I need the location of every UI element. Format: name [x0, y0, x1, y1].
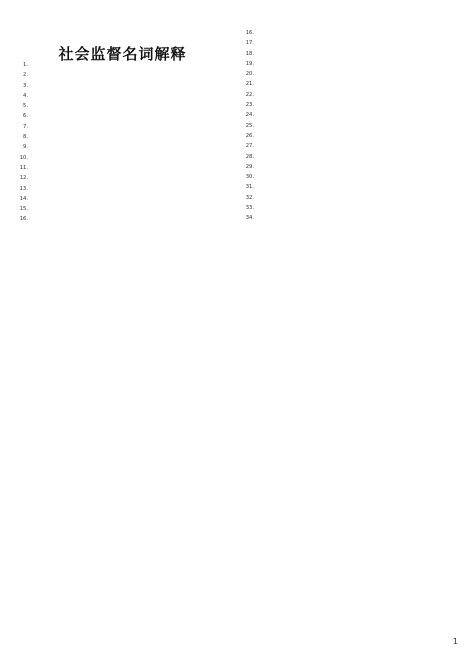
list-item [14, 175, 226, 182]
item-number: 30. [245, 174, 254, 181]
item-number: 26. [245, 132, 254, 139]
page-title: 社会监督名词解释 [58, 45, 187, 63]
item-number: 2. [23, 72, 28, 79]
item-number: 14. [19, 195, 28, 202]
list-item [14, 206, 226, 213]
list-item [240, 154, 458, 161]
list-item [14, 113, 226, 120]
item-number: 33. [245, 205, 254, 212]
item-number: 10. [19, 154, 28, 161]
item-number: 28. [245, 153, 254, 160]
list-item [14, 155, 226, 162]
list-item [14, 93, 226, 100]
list-item [14, 165, 226, 172]
list-item [240, 102, 458, 109]
item-number: 24. [245, 112, 254, 119]
right-column [240, 30, 458, 636]
list-item [14, 216, 226, 223]
list-item [240, 215, 458, 222]
list-item [14, 144, 226, 151]
list-item [240, 61, 458, 68]
item-number: 7. [23, 123, 28, 130]
list-item [240, 81, 458, 88]
item-number: 15. [19, 206, 28, 213]
item-number: 17. [245, 40, 254, 47]
list-item [240, 51, 458, 58]
list-item [14, 72, 226, 79]
list-item [14, 103, 226, 110]
list-item [240, 174, 458, 181]
item-number: 32. [245, 194, 254, 201]
list-item [14, 83, 226, 90]
item-number: 8. [23, 134, 28, 141]
item-number: 29. [245, 163, 254, 170]
list-item [14, 62, 226, 69]
left-column [14, 62, 226, 636]
list-item [240, 92, 458, 99]
item-number: 4. [23, 92, 28, 99]
list-item [240, 30, 458, 37]
item-number: 34. [245, 215, 254, 222]
list-item [240, 40, 458, 47]
item-number: 13. [19, 185, 28, 192]
list-item [14, 186, 226, 193]
list-item [240, 195, 458, 202]
item-number: 23. [245, 102, 254, 109]
item-number: 27. [245, 143, 254, 150]
item-number: 11. [19, 164, 28, 171]
list-item [240, 71, 458, 78]
item-number: 19. [245, 60, 254, 67]
list-item [240, 133, 458, 140]
item-number: 3. [23, 82, 28, 89]
page-number: 1 [452, 637, 458, 646]
list-item [14, 124, 226, 131]
item-number: 21. [245, 81, 254, 88]
list-item [14, 196, 226, 203]
list-item [240, 184, 458, 191]
item-number: 12. [19, 175, 28, 182]
item-number: 5. [23, 103, 28, 110]
item-number: 20. [245, 71, 254, 78]
item-number: 9. [23, 144, 28, 151]
item-number: 31. [245, 184, 254, 191]
list-item [240, 164, 458, 171]
item-number: 6. [23, 113, 28, 120]
list-item [240, 123, 458, 130]
item-number: 16. [245, 30, 254, 36]
item-number: 25. [245, 122, 254, 129]
item-number: 1. [23, 62, 28, 68]
list-item [240, 143, 458, 150]
item-number: 16. [19, 216, 28, 223]
list-item [14, 134, 226, 141]
item-number: 22. [245, 91, 254, 98]
list-item [240, 205, 458, 212]
list-item [240, 112, 458, 119]
item-number: 18. [245, 50, 254, 57]
